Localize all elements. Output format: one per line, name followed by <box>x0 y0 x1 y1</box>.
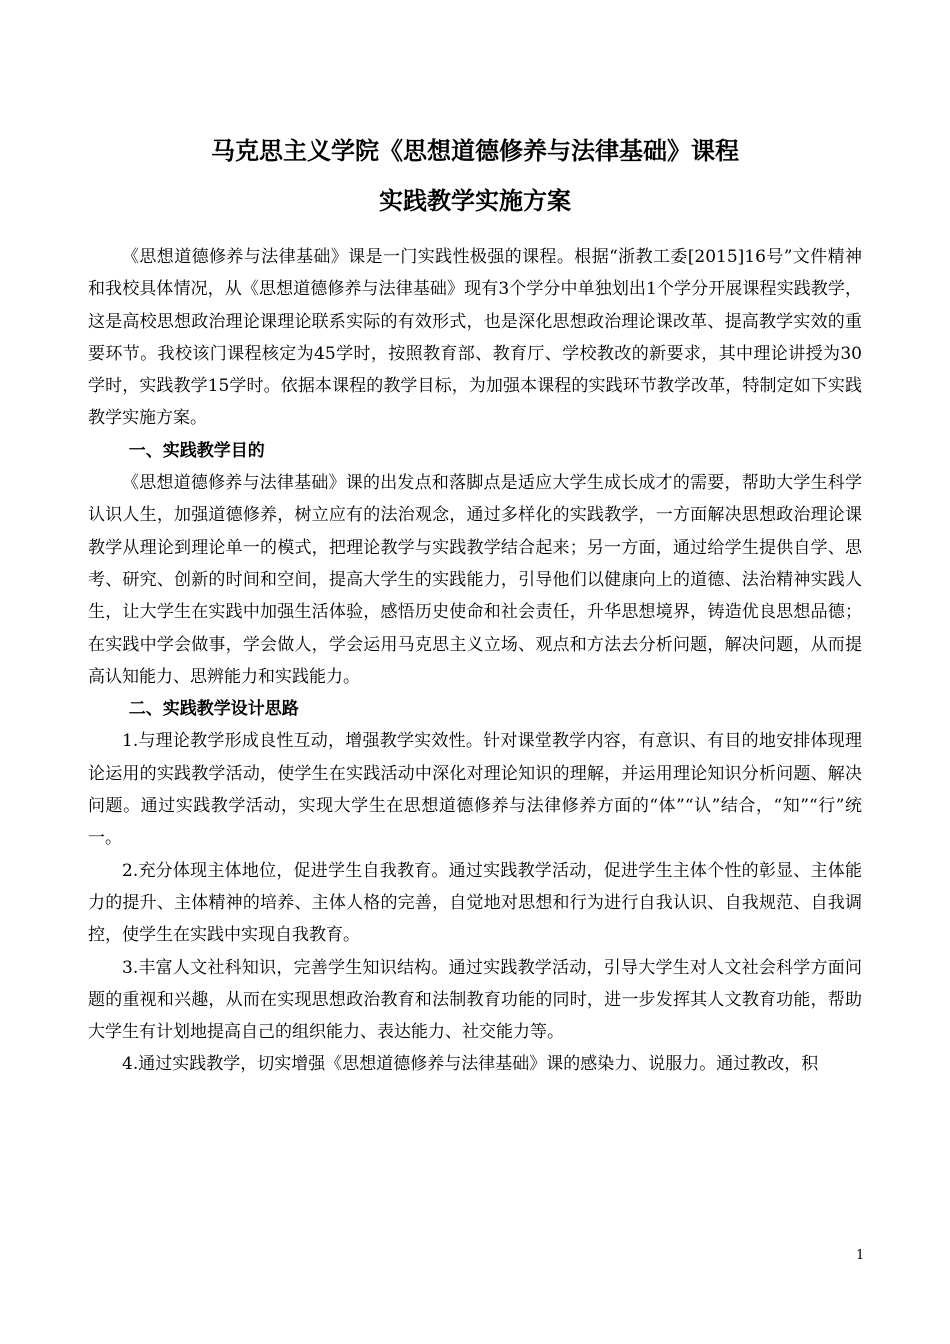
design-item-2: 2.充分体现主体地位，促进学生自我教育。通过实践教学活动，促进学生主体个性的彰显、主体能力的提升、主体精神的培养、主体人格的完善，自觉地对思想和行为进行自我认识、自我规范、自我调控，使学生在实践中实现自我教育。 <box>88 860 862 946</box>
objectives-paragraph: 《思想道德修养与法律基础》课的出发点和落脚点是适应大学生成长成才的需要，帮助大学生科学认识人生，加强道德修养，树立应有的法治观念，通过多样化的实践教学，一方面解决思想政治理论课教学从理论到理论单一的模式，把理论教学与实践教学结合起来；另一方面，通过给学生提供自学、思考、研究、创新的时间和空间，提高大学生的实践能力，引导他们以健康向上的道德、法治精神实践人生，让大学生在实践中加强生活体验，感悟历史使命和社会责任，升华思想境界，铸造优良思想品德；在实践中学会做事，学会做人，学会运用马克思主义立场、观点和方法去分析问题，解决问题，从而提高认知能力、思辨能力和实践能力。 <box>88 473 862 687</box>
section-heading-objectives: 一、实践教学目的 <box>128 440 265 461</box>
design-item-1: 1.与理论教学形成良性互动，增强教学实效性。针对课堂教学内容，有意识、有目的地安排体现理论运用的实践教学活动，使学生在实践活动中深化对理论知识的理解，并运用理论知识分析问题、解决问题。通过实践教学活动，实现大学生在思想道德修养与法律修养方面的“体”“认”结合，“知”“行”统一。 <box>88 731 862 849</box>
document-subtitle: 实践教学实施方案 <box>379 186 571 215</box>
intro-paragraph: 《思想道德修养与法律基础》课是一门实践性极强的课程。根据“浙教工委[2015]16号”文件精神和我校具体情况，从《思想道德修养与法律基础》现有3个学分中单独划出1个学分开展课程实践教学，这是高校思想政治理论课理论联系实际的有效形式，也是深化思想政治理论课改革、提高教学实效的重要环节。我校该门课程核定为45学时，按照教育部、教育厅、学校教改的新要求，其中理论讲授为30学时，实践教学15学时。依据本课程的教学目标，为加强本课程的实践环节教学改革，特制定如下实践教学实施方案。 <box>88 247 862 429</box>
page-number: 1 <box>856 1248 865 1263</box>
document-title: 马克思主义学院《思想道德修养与法律基础》课程 <box>211 136 739 165</box>
design-item-4: 4.通过实践教学，切实增强《思想道德修养与法律基础》课的感染力、说服力。通过教改，积 <box>122 1054 819 1075</box>
design-item-3: 3.丰富人文社科知识，完善学生知识结构。通过实践教学活动，引导大学生对人文社会科学方面问题的重视和兴趣，从而在实现思想政治教育和法制教育功能的同时，进一步发挥其人文教育功能，帮助大学生有计划地提高自己的组织能力、表达能力、社交能力等。 <box>88 957 862 1043</box>
section-heading-design: 二、实践教学设计思路 <box>128 699 299 720</box>
document-body <box>88 241 862 1081</box>
